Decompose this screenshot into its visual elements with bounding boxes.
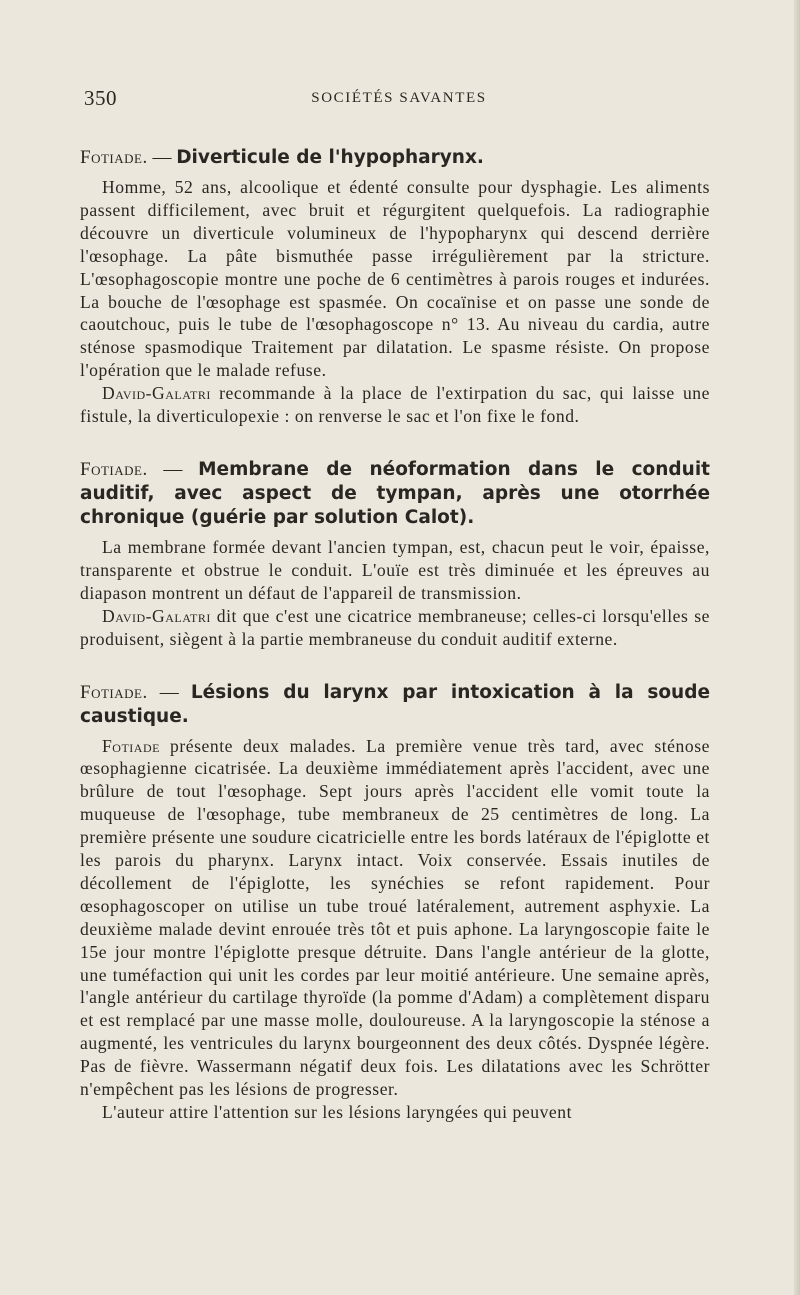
running-head: SOCIÉTÉS SAVANTES [311, 90, 487, 106]
paragraph [80, 536, 710, 605]
heading-separator: — [147, 458, 199, 480]
paragraph [80, 605, 710, 651]
article-hypopharynx [80, 146, 710, 428]
paragraph-text: Homme, 52 ans, alcoolique et édenté consulte pour dysphagie. Les aliments passent difficilement, avec bruit et régurgitent quelquefois. La radiographie découvre un diverticule volumineux de l'hypopharynx qui descend derrière l'œsophage. La pâte bismuthée passe irrégulièrement par la stricture. L'œsophagoscopie montre une poche de 6 centimètres à parois rouges et indurées. La bouche de l'œsophage est spasmée. On cocaïnise et on passe une sonde de caoutchouc, puis le tube de l'œsophagoscope n° 13. Au niveau du cardia, autre sténose spasmodique Traitement par dilatation. Le spasme résiste. On propose l'opération que le malade refuse. [80, 177, 710, 381]
paragraph [80, 382, 710, 428]
article-membrane [80, 458, 710, 651]
cited-author: Fotiade [102, 735, 160, 756]
page-edge-shadow [794, 0, 800, 1295]
article-title: Membrane de néoformation dans le conduit auditif, avec aspect de tympan, après une otorrhée chronique (guérie par solution Calot). [80, 458, 711, 528]
cited-author: David-Galatri [102, 383, 211, 404]
cited-author: David-Galatri [102, 605, 211, 626]
paragraph-text: L'auteur attire l'attention sur les lésions laryngées qui peuvent [102, 1102, 573, 1122]
page-body [80, 146, 710, 1154]
article-heading [80, 146, 710, 170]
page-number: 350 [84, 86, 117, 110]
article-heading [80, 681, 710, 729]
paragraph-text: présente deux malades. La première venue très tard, avec sténose œsophagienne cicatrisée. La deuxième immédiatement après l'accident, avec une brûlure de tout l'œsophage. Sept jours après l'accident elle vomit toute la muqueuse de l'œsophage, tube membraneux de 25 centimètres de long. La première présente une soudure cicatricielle entre les bords latéraux de l'épiglotte et les parois du pharynx. Larynx intact. Voix conservée. Essais inutiles de décollement de l'épiglotte, les synéchies se refont rapidement. Pour œsophagoscoper on utilise un tube troué latéralement, autrement asphyxie. La deuxième malade devint enrouée très tôt et puis aphone. La laryngoscopie faite le 15e jour montre l'épiglotte presque détruite. Dans l'angle antérieur de la glotte, une tuméfaction qui unit les cordes par leur moitié antérieure. Une semaine après, l'angle antérieur du cartilage thyroïde (la pomme d'Adam) a complètement disparu et est remplacé par une masse molle, douloureuse. A la laryngoscopie la sténose a augmenté, les ventricules du larynx bourgeonnent des deux côtés. Dyspnée légère. Pas de fièvre. Wassermann négatif deux fois. Les dilatations avec les Schrötter n'empêchent pas les lésions de progresser. [80, 735, 710, 1100]
heading-separator: — [147, 681, 191, 703]
article-title: Lésions du larynx par intoxication à la soude caustique. [80, 681, 711, 727]
paragraph [80, 1101, 710, 1124]
paragraph [80, 735, 710, 1102]
paragraph-text: La membrane formée devant l'ancien tympan, est, chacun peut le voir, épaisse, transparente et obstrue le conduit. L'ouïe est très diminuée et les épreuves au diapason montrent un défaut de l'appareil de transmission. [80, 536, 710, 603]
article-larynx [80, 681, 710, 1124]
article-heading [80, 458, 710, 530]
article-title: Diverticule de l'hypopharynx. [176, 147, 484, 168]
article-author: Fotiade. [80, 458, 148, 480]
article-author: Fotiade. [80, 681, 148, 703]
page-header [84, 86, 714, 116]
paragraph-text: dit que c'est une cicatrice membraneuse; celles-ci lorsqu'elles se produisent, siègent à la partie membraneuse du conduit auditif externe. [80, 605, 710, 649]
article-author: Fotiade. [80, 147, 148, 168]
heading-separator: — [147, 147, 177, 168]
paragraph-text: recommande à la place de l'extirpation du sac, qui laisse une fistule, la diverticulopexie : on renverse le sac et l'on fixe le fond. [80, 383, 710, 427]
paragraph [80, 176, 710, 382]
